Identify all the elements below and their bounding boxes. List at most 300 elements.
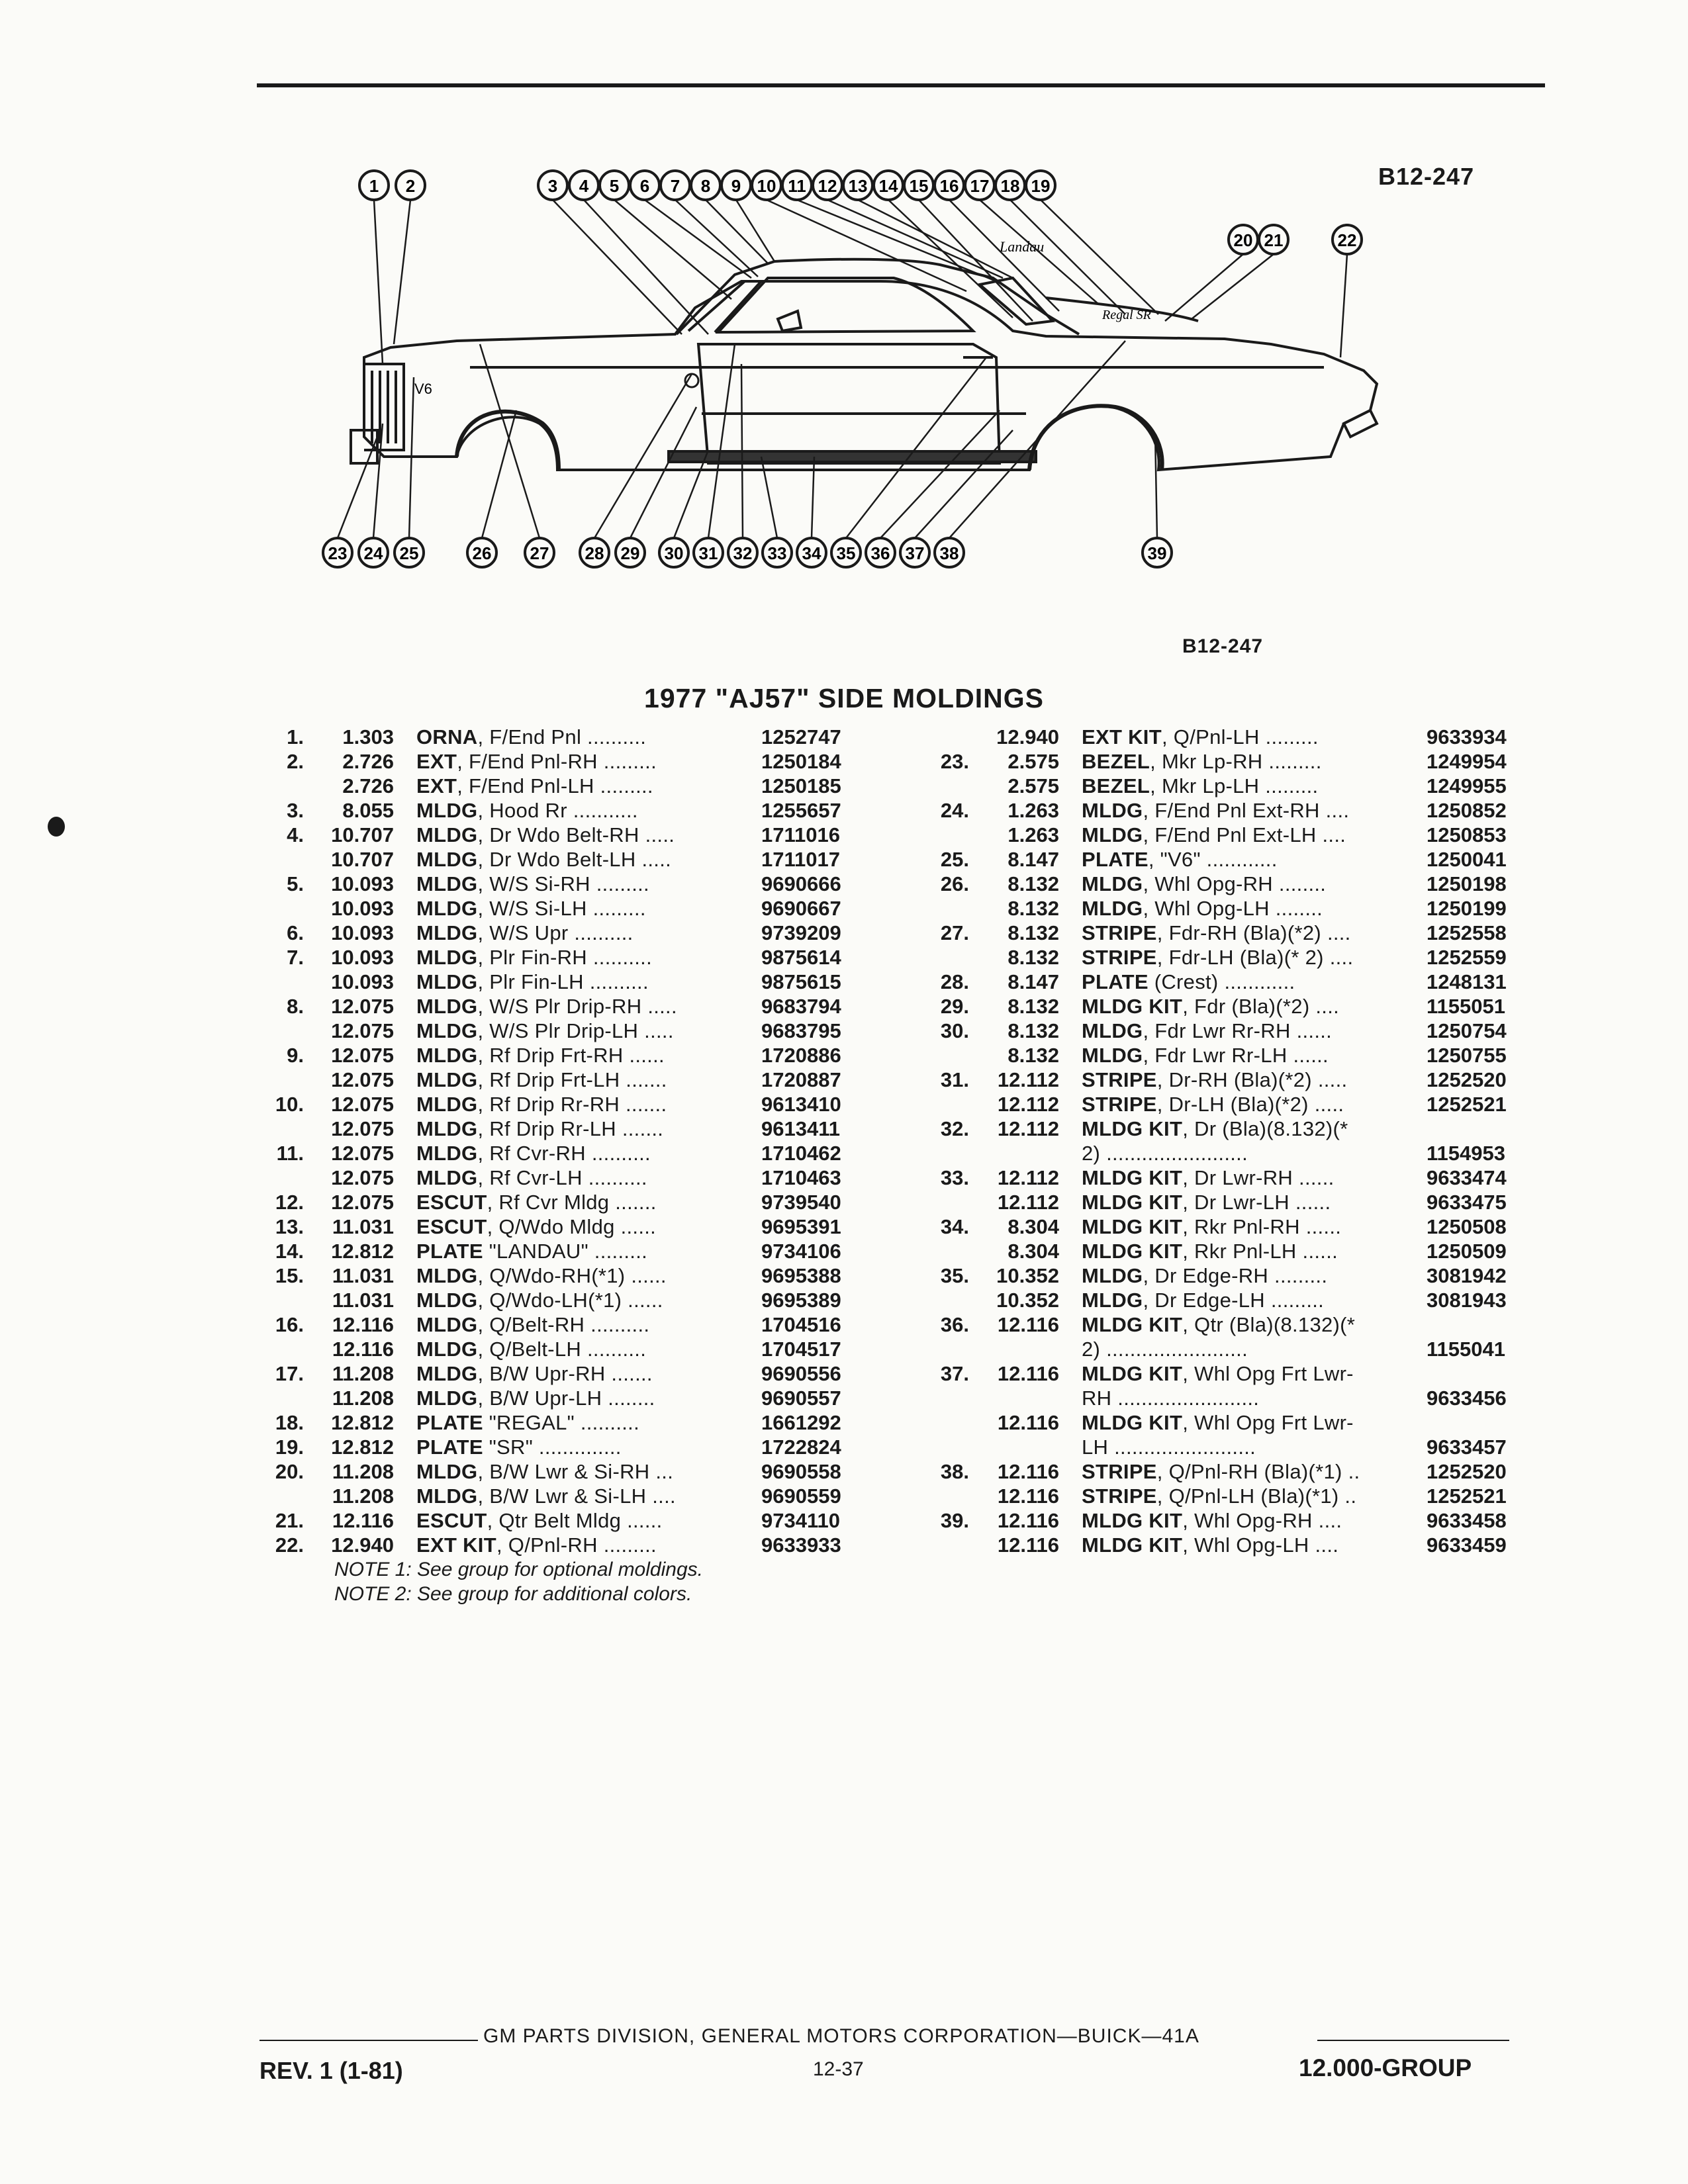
- footnote: NOTE 1: See group for optional moldings.: [334, 1559, 703, 1580]
- part-description: [1082, 823, 1346, 847]
- item-number: 20.: [275, 1460, 304, 1483]
- part-description: [1082, 798, 1349, 823]
- part-type: MLDG KIT: [1082, 1533, 1183, 1557]
- callout-marker: [359, 171, 389, 200]
- part-type: ESCUT: [416, 1191, 487, 1214]
- item-number: 27.: [940, 921, 969, 944]
- callout-leader: [1340, 254, 1347, 357]
- part-type: MLDG: [1082, 897, 1143, 920]
- part-number: 9695388: [761, 1264, 841, 1287]
- callout-markers: [323, 171, 1362, 567]
- part-detail: , "V6": [1148, 848, 1201, 871]
- callout-number: 19: [1031, 176, 1051, 196]
- leader-dots: ......: [1293, 1166, 1335, 1189]
- group-number: 12.812: [331, 1435, 394, 1459]
- callout-leader: [741, 364, 743, 538]
- parts-row: [261, 725, 841, 749]
- part-type: EXT KIT: [416, 1533, 496, 1557]
- part-type: MLDG: [416, 921, 478, 944]
- part-number: 9633474: [1427, 1166, 1507, 1189]
- part-type: MLDG: [416, 848, 478, 871]
- part-number: 1252558: [1427, 921, 1507, 944]
- part-description: [1082, 1337, 1248, 1361]
- leader-dots: ......: [1299, 1215, 1342, 1238]
- parts-row: [261, 774, 841, 798]
- item-number: 28.: [940, 970, 969, 993]
- part-type: MLDG KIT: [1082, 1215, 1183, 1238]
- callout-leader: [614, 200, 731, 299]
- leader-dots: ....: [646, 1484, 676, 1508]
- callout-number: 31: [698, 543, 718, 563]
- part-type: MLDG KIT: [1082, 1509, 1183, 1532]
- group-number: 10.352: [996, 1289, 1059, 1312]
- part-number: 1710463: [761, 1166, 841, 1189]
- callout-leader: [1010, 200, 1125, 314]
- part-type: MLDG: [416, 1142, 478, 1165]
- part-detail: , Dr-RH (Bla)(*2): [1156, 1068, 1312, 1091]
- part-description: [416, 1459, 673, 1484]
- part-number: 1250041: [1427, 848, 1507, 871]
- part-type: ORNA: [416, 725, 478, 749]
- callout-leader: [736, 200, 774, 261]
- part-detail: , Q/Wdo Mldg: [487, 1215, 615, 1238]
- leader-dots: ....: [1312, 1509, 1342, 1532]
- part-type: MLDG KIT: [1082, 1362, 1183, 1385]
- part-description: [1082, 1239, 1338, 1263]
- leader-dots: .......: [609, 1191, 657, 1214]
- group-number: 12.075: [331, 1019, 394, 1042]
- group-number: 12.075: [331, 1068, 394, 1091]
- leader-dots: ......: [621, 1509, 663, 1532]
- part-description: [416, 1141, 651, 1165]
- item-number: 3.: [287, 799, 304, 822]
- callout-marker: [904, 171, 933, 200]
- part-detail: , Whl Opg-LH: [1143, 897, 1270, 920]
- parts-row: [261, 1312, 841, 1337]
- part-detail: , B/W Lwr & Si-LH: [477, 1484, 647, 1508]
- leader-dots: ........: [1273, 872, 1327, 895]
- part-type: MLDG: [416, 1068, 478, 1091]
- group-number: 12.940: [331, 1533, 394, 1557]
- part-description: [1082, 1092, 1344, 1116]
- part-type: MLDG KIT: [1082, 1191, 1183, 1214]
- part-number: 1704517: [761, 1338, 841, 1361]
- part-detail: , F/End Pnl Ext-LH: [1143, 823, 1317, 846]
- parts-row: [261, 1190, 841, 1214]
- part-detail: , W/S Upr: [477, 921, 569, 944]
- callout-marker: [1026, 171, 1055, 200]
- part-description: [1082, 774, 1318, 798]
- part-number: 9690558: [761, 1460, 841, 1483]
- part-type: EXT: [416, 750, 457, 773]
- leader-dots: ..........: [574, 1411, 639, 1434]
- part-type: MLDG: [416, 897, 478, 920]
- group-number: 12.112: [997, 1166, 1059, 1189]
- group-number: 8.132: [1008, 995, 1059, 1018]
- callout-number: 1: [369, 176, 379, 196]
- callout-number: 20: [1233, 230, 1253, 250]
- leader-dots: ........: [1269, 897, 1323, 920]
- footer-rule-right: [1317, 2040, 1509, 2041]
- group-number: 11.208: [332, 1484, 394, 1508]
- item-number: 15.: [275, 1264, 304, 1287]
- part-detail: 2): [1082, 1142, 1101, 1165]
- parts-row: [261, 1214, 841, 1239]
- group-number: 8.132: [1008, 1019, 1059, 1042]
- group-number: 11.031: [332, 1215, 394, 1238]
- part-detail: , Whl Opg Frt Lwr-: [1182, 1362, 1354, 1385]
- part-detail: , Whl Opg Frt Lwr-: [1182, 1411, 1354, 1434]
- figure-code-bottom: B12-247: [1182, 635, 1264, 657]
- item-number: 30.: [940, 1019, 969, 1042]
- part-type: MLDG KIT: [1082, 1117, 1183, 1140]
- callout-marker: [874, 171, 903, 200]
- callout-marker: [965, 171, 994, 200]
- part-number: 9690557: [761, 1387, 841, 1410]
- part-description: [1082, 1386, 1259, 1410]
- part-detail: , Mkr Lp-RH: [1150, 750, 1263, 773]
- item-number: 24.: [940, 799, 969, 822]
- group-number: 10.352: [996, 1264, 1059, 1287]
- item-number: 36.: [940, 1313, 969, 1336]
- part-type: BEZEL: [1082, 774, 1150, 797]
- item-number: 10.: [275, 1093, 304, 1116]
- part-type: MLDG KIT: [1082, 1313, 1183, 1336]
- parts-row: [261, 1288, 841, 1312]
- parts-row: [261, 1361, 841, 1386]
- item-number: 18.: [275, 1411, 304, 1434]
- part-type: MLDG: [1082, 1019, 1143, 1042]
- group-number: 12.112: [997, 1191, 1059, 1214]
- part-number: 9875615: [761, 970, 841, 993]
- part-description: [416, 1092, 667, 1116]
- part-detail: , Fdr-RH (Bla)(*2): [1156, 921, 1322, 944]
- parts-row: [261, 1263, 841, 1288]
- part-description: [1082, 1484, 1356, 1508]
- callout-marker: [1259, 225, 1288, 254]
- part-description: [416, 1312, 649, 1337]
- part-type: MLDG: [416, 946, 478, 969]
- callout-marker: [782, 171, 812, 200]
- part-type: MLDG: [416, 1362, 478, 1385]
- group-number: 8.132: [1008, 921, 1059, 944]
- parts-row: [261, 1386, 841, 1410]
- part-number: 1710462: [761, 1142, 841, 1165]
- parts-row: [261, 1043, 841, 1068]
- leader-dots: ......: [614, 1215, 657, 1238]
- callout-marker: [323, 538, 352, 567]
- footer-rule-left: [259, 2040, 478, 2041]
- part-number: 1250754: [1427, 1019, 1507, 1042]
- group-number: 12.075: [331, 1142, 394, 1165]
- part-detail: , Q/Wdo-RH(*1): [477, 1264, 626, 1287]
- part-type: MLDG: [416, 1019, 478, 1042]
- part-number: 1711016: [761, 823, 840, 846]
- part-detail: , Rkr Pnl-LH: [1182, 1240, 1297, 1263]
- part-detail: , Dr Wdo Belt-RH: [477, 823, 639, 846]
- figure-code-top: B12-247: [1378, 163, 1475, 190]
- group-number: 11.208: [332, 1460, 394, 1483]
- part-type: PLATE: [416, 1435, 483, 1459]
- callout-number: 15: [909, 176, 929, 196]
- part-type: STRIPE: [1082, 921, 1157, 944]
- parts-list-left: [261, 725, 841, 1606]
- part-detail: , Rf Drip Rr-LH: [477, 1117, 616, 1140]
- part-detail: LH: [1082, 1435, 1109, 1459]
- parts-row: [261, 872, 841, 896]
- part-type: MLDG: [416, 1313, 478, 1336]
- part-type: MLDG: [1082, 1264, 1143, 1287]
- part-type: MLDG: [1082, 799, 1143, 822]
- leader-dots: ..........: [585, 1142, 651, 1165]
- callout-marker: [359, 538, 388, 567]
- callout-marker: [630, 171, 659, 200]
- part-detail: , Q/Pnl-RH (Bla)(*1): [1156, 1460, 1342, 1483]
- part-description: [416, 1068, 667, 1092]
- callout-marker: [1333, 225, 1362, 254]
- part-type: MLDG: [416, 1117, 478, 1140]
- group-number: 12.112: [997, 1117, 1059, 1140]
- group-number: 11.031: [332, 1264, 394, 1287]
- part-type: MLDG KIT: [1082, 1240, 1183, 1263]
- part-detail: , Whl Opg-LH: [1182, 1533, 1309, 1557]
- part-number: 9734110: [761, 1509, 840, 1532]
- callout-number: 12: [818, 176, 837, 196]
- callout-marker: [1143, 538, 1172, 567]
- callout-number: 28: [585, 543, 604, 563]
- part-detail: , Fdr Lwr Rr-RH: [1143, 1019, 1291, 1042]
- part-number: 9739540: [761, 1191, 841, 1214]
- callout-marker: [752, 171, 781, 200]
- part-number: 1250509: [1427, 1240, 1507, 1263]
- group-number: 10.707: [331, 823, 394, 846]
- leader-dots: .......: [620, 1068, 667, 1091]
- part-description: [1082, 1214, 1341, 1239]
- part-description: [416, 1239, 647, 1263]
- item-number: 2.: [287, 750, 304, 773]
- part-description: [416, 1410, 639, 1435]
- callout-marker: [728, 538, 757, 567]
- leader-dots: ....: [1309, 1533, 1339, 1557]
- part-type: PLATE: [416, 1240, 483, 1263]
- part-description: [416, 1043, 665, 1068]
- item-number: 16.: [275, 1313, 304, 1336]
- part-description: [1082, 749, 1322, 774]
- callout-number: 35: [836, 543, 856, 563]
- callout-number: 39: [1147, 543, 1167, 563]
- parts-row: [261, 1068, 841, 1092]
- callout-number: 6: [639, 176, 650, 196]
- parts-row: [261, 1165, 841, 1190]
- part-type: STRIPE: [1082, 1484, 1157, 1508]
- part-number: 1250184: [761, 750, 841, 773]
- callout-marker: [1229, 225, 1258, 254]
- callout-leader: [880, 410, 1000, 538]
- part-type: STRIPE: [1082, 946, 1157, 969]
- part-number: 1252521: [1427, 1093, 1507, 1116]
- part-description: [1082, 1190, 1331, 1214]
- part-detail: , W/S Plr Drip-RH: [477, 995, 642, 1018]
- part-type: MLDG: [1082, 872, 1143, 895]
- part-description: [416, 749, 657, 774]
- part-type: MLDG: [1082, 1289, 1143, 1312]
- part-detail: , F/End Pnl-LH: [457, 774, 594, 797]
- leader-dots: .....: [641, 995, 677, 1018]
- item-number: 13.: [275, 1215, 304, 1238]
- callout-leader: [1041, 200, 1158, 314]
- part-detail: , Dr Lwr-RH: [1182, 1166, 1293, 1189]
- parts-row: [261, 1337, 841, 1361]
- group-number: 12.116: [997, 1411, 1059, 1434]
- leader-dots: .........: [1268, 1264, 1328, 1287]
- part-detail: , Dr-LH (Bla)(*2): [1156, 1093, 1309, 1116]
- part-number: 9734106: [761, 1240, 841, 1263]
- callout-number: 30: [664, 543, 684, 563]
- part-description: [1082, 896, 1323, 921]
- group-number: 12.075: [331, 995, 394, 1018]
- part-description: [416, 725, 646, 749]
- callout-leader: [708, 344, 735, 538]
- part-description: [1082, 945, 1353, 970]
- callout-leader: [630, 407, 696, 538]
- item-number: 11.: [276, 1142, 304, 1165]
- item-number: 34.: [940, 1215, 969, 1238]
- part-number: 1704516: [761, 1313, 841, 1336]
- callout-number: 8: [700, 176, 711, 196]
- part-detail: , W/S Plr Drip-LH: [477, 1019, 639, 1042]
- part-detail: , Fdr Lwr Rr-LH: [1143, 1044, 1288, 1067]
- part-detail: , Qtr Belt Mldg: [487, 1509, 622, 1532]
- part-number: 1720887: [761, 1068, 841, 1091]
- leader-dots: .........: [588, 1240, 648, 1263]
- part-description: [416, 1019, 674, 1043]
- part-detail: , Dr (Bla)(8.132)(*: [1182, 1117, 1348, 1140]
- group-number: 12.116: [997, 1460, 1059, 1483]
- item-number: 8.: [287, 995, 304, 1018]
- leader-dots: .........: [1259, 774, 1319, 797]
- callout-marker: [763, 538, 792, 567]
- group-number: 12.116: [332, 1313, 394, 1336]
- group-number: 1.263: [1008, 823, 1059, 846]
- group-number: 11.031: [332, 1289, 394, 1312]
- parts-row: [261, 1459, 841, 1484]
- group-number: 11.208: [332, 1387, 394, 1410]
- group-number: 12.812: [331, 1411, 394, 1434]
- item-number: 5.: [287, 872, 304, 895]
- part-number: 1252559: [1427, 946, 1507, 969]
- part-detail: , Fdr-LH (Bla)(* 2): [1156, 946, 1324, 969]
- callout-leader: [338, 437, 377, 538]
- group-number: 12.116: [997, 1313, 1059, 1336]
- part-number: 9633456: [1427, 1387, 1507, 1410]
- part-description: [416, 1484, 676, 1508]
- callout-leader: [980, 200, 1099, 304]
- callout-number: 23: [328, 543, 348, 563]
- part-type: MLDG: [416, 1044, 478, 1067]
- part-detail: RH: [1082, 1387, 1112, 1410]
- part-description: [416, 945, 652, 970]
- parts-row: [261, 798, 841, 823]
- top-rule: [257, 83, 1545, 87]
- part-description: [1082, 1043, 1329, 1068]
- leader-dots: ......: [623, 1044, 665, 1067]
- part-type: EXT: [416, 774, 457, 797]
- footer-page-number: 12-37: [813, 2058, 864, 2080]
- part-detail: "LANDAU": [483, 1240, 588, 1263]
- part-detail: , Dr Lwr-LH: [1182, 1191, 1289, 1214]
- part-detail: , W/S Si-RH: [477, 872, 590, 895]
- item-number: 4.: [287, 823, 304, 846]
- leader-dots: .........: [594, 774, 653, 797]
- part-number: 9690556: [761, 1362, 841, 1385]
- item-number: 21.: [275, 1509, 304, 1532]
- punch-hole-mark: [48, 817, 65, 837]
- parts-row: [261, 1533, 841, 1557]
- part-number: 1250508: [1427, 1215, 1507, 1238]
- part-type: PLATE: [1082, 848, 1149, 871]
- part-number: 9633933: [761, 1533, 841, 1557]
- callout-number: 3: [547, 176, 558, 196]
- part-detail: , Dr Edge-LH: [1143, 1289, 1265, 1312]
- part-number: 1252520: [1427, 1460, 1507, 1483]
- part-number: 1252747: [761, 725, 841, 749]
- part-type: MLDG KIT: [1082, 1411, 1183, 1434]
- callout-leader: [797, 200, 996, 281]
- leader-dots: ..........: [581, 1338, 647, 1361]
- part-type: MLDG: [416, 1264, 478, 1287]
- group-number: 12.112: [997, 1068, 1059, 1091]
- part-description: [416, 1337, 646, 1361]
- item-number: 35.: [940, 1264, 969, 1287]
- group-number: 12.940: [996, 725, 1059, 749]
- group-number: 10.093: [331, 921, 394, 944]
- car-side-diagram: [311, 146, 1503, 642]
- leader-dots: .........: [1264, 1289, 1325, 1312]
- part-detail: , Rf Drip Frt-LH: [477, 1068, 620, 1091]
- part-detail: , Rf Cvr-LH: [477, 1166, 583, 1189]
- item-number: 14.: [275, 1240, 304, 1263]
- part-type: MLDG KIT: [1082, 1166, 1183, 1189]
- part-detail: , Fdr (Bla)(*2): [1182, 995, 1310, 1018]
- part-type: MLDG: [1082, 823, 1143, 846]
- parts-row: [261, 1116, 840, 1141]
- part-description: [1082, 1435, 1256, 1459]
- part-description: [416, 1533, 657, 1557]
- leader-dots: ........: [602, 1387, 655, 1410]
- group-number: 1.303: [342, 725, 394, 749]
- callout-leader: [553, 200, 682, 334]
- callout-number: 13: [848, 176, 868, 196]
- part-description: [1082, 1141, 1248, 1165]
- callout-number: 37: [905, 543, 925, 563]
- part-detail: , Rf Drip Frt-RH: [477, 1044, 624, 1067]
- callout-leader: [858, 200, 1013, 278]
- leader-dots: .....: [635, 848, 672, 871]
- part-type: MLDG: [416, 970, 478, 993]
- callout-number: 4: [579, 176, 589, 196]
- part-description: [416, 774, 653, 798]
- callout-number: 33: [767, 543, 787, 563]
- part-description: [1082, 994, 1339, 1019]
- part-number: 9633457: [1427, 1435, 1507, 1459]
- leader-dots: .........: [597, 1533, 657, 1557]
- part-detail: , Dr Wdo Belt-LH: [477, 848, 636, 871]
- callout-number: 25: [399, 543, 419, 563]
- parts-row: [261, 847, 840, 872]
- leader-dots: ............: [1200, 848, 1278, 871]
- parts-row: [261, 1239, 841, 1263]
- part-type: ESCUT: [416, 1509, 487, 1532]
